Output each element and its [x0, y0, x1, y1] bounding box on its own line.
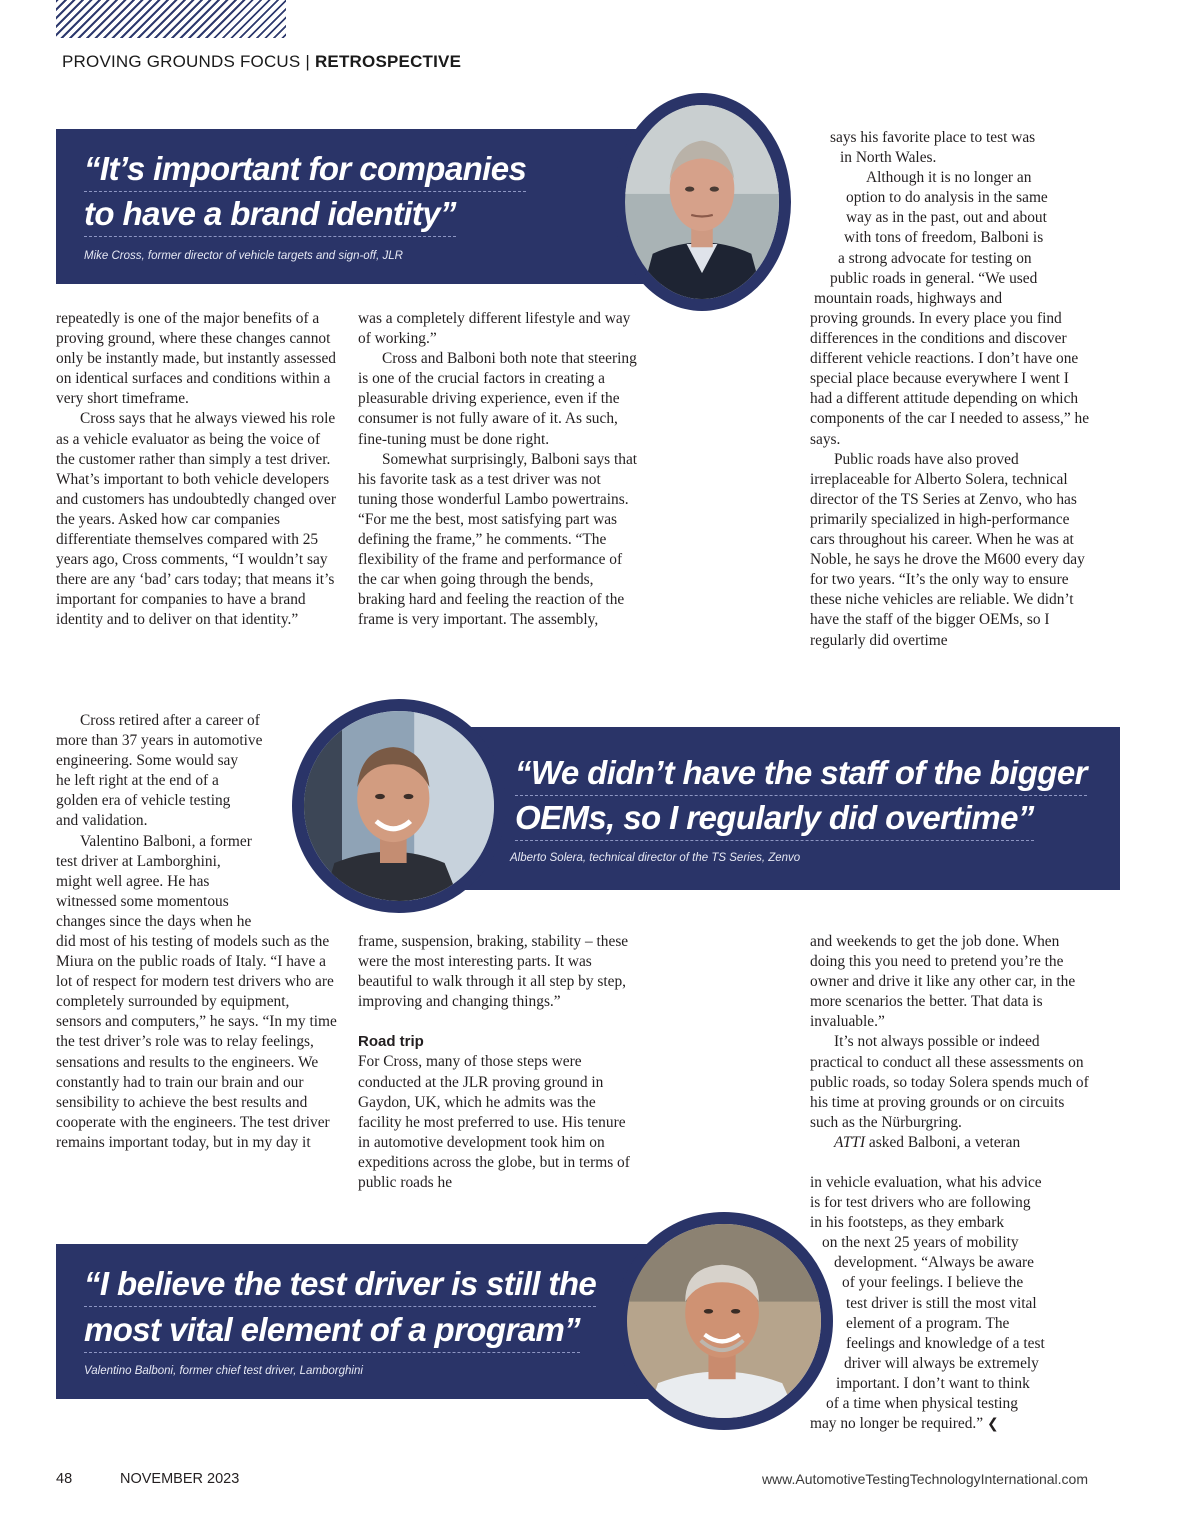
body-line: test driver at Lamborghini,	[56, 852, 221, 870]
column-1-bottom	[56, 932, 338, 1153]
pull-quote-1-line-1: “It’s important for companies	[84, 149, 526, 192]
body-line: feelings and knowledge of a test	[846, 1334, 1045, 1352]
pull-quote-3-line-1: “I believe the test driver is still the	[84, 1264, 596, 1307]
body-line: test driver is still the most vital	[846, 1294, 1037, 1312]
body-line: of your feelings. I believe the	[842, 1274, 1024, 1292]
body-line: and validation.	[56, 812, 148, 830]
column-1-top	[56, 309, 338, 631]
pull-quote-3-attribution: Valentino Balboni, former chief test driver, Lamborghini	[84, 1365, 363, 1377]
body-line: is for test drivers who are following	[810, 1194, 1031, 1212]
body-line: engineering. Some would say	[56, 752, 239, 770]
body-line: witnessed some momentous	[56, 892, 229, 910]
body-paragraph: Cross says that he always viewed his role as a vehicle evaluator as being the voice of the customer rather than simply a test driver. What’s important to both vehicle developers and customers has undoubtedly changed over the years. Asked how car companies differentiate themselves compared with 25 years ago, Cross comments, “I wouldn’t say there are any ‘bad’ cars today; that means it’s important for companies to have a brand identity and to deliver on that identity.”	[56, 410, 336, 629]
magazine-abbreviation: ATTI	[834, 1133, 866, 1151]
body-line: way as in the past, out and about	[846, 209, 1047, 227]
pull-quote-1-line-2: to have a brand identity”	[84, 194, 456, 237]
body-line: Although it is no longer an	[866, 169, 1032, 187]
column-2-bottom	[358, 932, 640, 1193]
portrait-alberto-solera	[292, 699, 506, 913]
body-paragraph: and weekends to get the job done. When doing this you need to pretend you’re the owner and drive it like any other car, in the more scenarios the better. That data is invaluable.”	[810, 933, 1076, 1031]
portrait-mike-cross	[613, 93, 791, 311]
body-line: a strong advocate for testing on	[838, 249, 1032, 267]
body-line: says his favorite place to test was	[830, 129, 1036, 146]
body-line: of a time when physical testing	[826, 1395, 1018, 1413]
body-line: Cross retired after a career of	[80, 712, 260, 729]
pull-quote-band-1	[56, 129, 676, 284]
column-3-bottom	[810, 932, 1092, 1153]
body-line: more than 37 years in automotive	[56, 732, 263, 750]
end-of-article-icon: ❮	[986, 1416, 999, 1433]
column-3-top	[810, 309, 1092, 651]
pull-quote-band-2	[400, 727, 1120, 890]
header-hatch-decoration	[56, 0, 286, 38]
body-line: mountain roads, highways and	[814, 289, 1003, 307]
portrait-valentino-balboni	[615, 1212, 833, 1430]
pull-quote-2-attribution: Alberto Solera, technical director of the TS Series, Zenvo	[510, 852, 801, 864]
body-paragraph: repeatedly is one of the major benefits of a proving ground, where these changes cannot only be instantly made, but instantly assessed on identical surfaces and conditions within a very short timeframe.	[56, 310, 336, 408]
pull-quote-2-line-1: “We didn’t have the staff of the bigger	[515, 753, 1087, 796]
body-paragraph: Public roads have also proved irreplaceable for Alberto Solera, technical director of the TS Series at Zenvo, who has primarily specialized in high-performance cars throughout his career. When he was at Noble, he says he drove the M600 every day for two years. “It’s the only way to ensure these niche vehicles are reliable. We didn’t have the staff of the bigger OEMs, so I regularly did overtime	[810, 450, 1085, 649]
body-paragraph: frame, suspension, braking, stability – these were the most interesting parts. It was beautiful to walk through it all step by step, improving and changing things.”	[358, 933, 629, 1011]
body-line: in North Wales.	[840, 149, 937, 167]
body-line: might well agree. He has	[56, 872, 210, 890]
body-line: on the next 25 years of mobility	[822, 1234, 1019, 1252]
issue-date: NOVEMBER 2023	[120, 1471, 240, 1487]
body-paragraph: For Cross, many of those steps were conducted at the JLR proving ground in Gaydon, UK, which he admits was the facility he most preferred to use. His tenure in automotive development took him on expeditions across the globe, but in terms of public roads he	[358, 1053, 630, 1192]
column-2-top	[358, 309, 640, 631]
body-line: driver will always be extremely	[844, 1354, 1039, 1372]
body-line: option to do analysis in the same	[846, 189, 1048, 207]
body-line: Valentino Balboni, a former	[80, 832, 252, 850]
column-3-wrap-top	[810, 128, 1092, 309]
body-line: element of a program. The	[846, 1314, 1010, 1332]
body-line: with tons of freedom, Balboni is	[844, 229, 1044, 247]
section-separator: |	[305, 52, 311, 71]
page-number: 48	[56, 1471, 73, 1487]
website-link[interactable]: www.AutomotiveTestingTechnologyInternational.com	[761, 1471, 1088, 1487]
body-line: he left right at the end of a	[56, 772, 219, 790]
pull-quote-2-line-2: OEMs, so I regularly did overtime”	[515, 798, 1034, 841]
section-label: PROVING GROUNDS FOCUS	[62, 52, 301, 71]
body-line: changes since the days when he	[56, 912, 252, 930]
body-line: public roads in general. “We used	[830, 269, 1038, 287]
body-paragraph: proving grounds. In every place you find differences in the conditions and discover different vehicle reactions. I don’t have one special place because everywhere I went I had a different attitude depending on which components of the car I needed to assess,” he says.	[810, 310, 1090, 448]
subsection-label: RETROSPECTIVE	[314, 52, 462, 71]
body-paragraph: It’s not always possible or indeed practical to conduct all these assessments on public roads, so today Solera spends much of his time at proving grounds or on circuits such as the Nürburgring.	[810, 1033, 1089, 1131]
body-line: in vehicle evaluation, what his advice	[810, 1174, 1042, 1191]
pull-quote-1-attribution: Mike Cross, former director of vehicle targets and sign-off, JLR	[84, 250, 403, 262]
column-1-wrap	[56, 711, 306, 932]
body-paragraph: was a completely different lifestyle and way of working.”	[358, 310, 631, 348]
body-text: asked Balboni, a veteran	[865, 1133, 1021, 1151]
body-line: in his footsteps, as they embark	[810, 1214, 1005, 1232]
body-line: development. “Always be aware	[834, 1254, 1034, 1272]
body-line: important. I don’t want to think	[836, 1374, 1030, 1392]
body-line: golden era of vehicle testing	[56, 792, 231, 810]
pull-quote-band-3	[56, 1244, 681, 1399]
body-paragraph	[810, 1133, 1092, 1153]
body-paragraph: did most of his testing of models such as the Miura on the public roads of Italy. “I have a lot of respect for modern test drivers who are completely surrounded by equipment, sensors and computers,” he says. “In my time the test driver’s role was to relay feelings, sensations and results to the engineers. We constantly had to train our brain and our sensibility to achieve the best results and cooperate with the engineers. The test driver remains important today, but in my day it	[56, 933, 337, 1151]
body-text: may no longer be required.”	[810, 1415, 984, 1433]
section-header	[62, 52, 461, 72]
subheading: Road trip	[358, 1033, 424, 1051]
pull-quote-3-line-2: most vital element of a program”	[84, 1310, 580, 1353]
column-3-wrap-bottom	[810, 1173, 1092, 1434]
body-paragraph: Somewhat surprisingly, Balboni says that his favorite task as a test driver was not tuning those wonderful Lambo powertrains. “For me the best, most satisfying part was defining the frame,” he comments. “The flexibility of the frame and performance of the car when going through the bends, braking hard and feeling the reaction of the frame is very important. The assembly,	[358, 450, 638, 629]
body-line-last	[810, 1414, 1092, 1434]
body-paragraph: Cross and Balboni both note that steering is one of the crucial factors in creating a pleasurable driving experience, even if the consumer is not fully aware of it. As such, fine-tuning must be done right.	[358, 350, 637, 448]
